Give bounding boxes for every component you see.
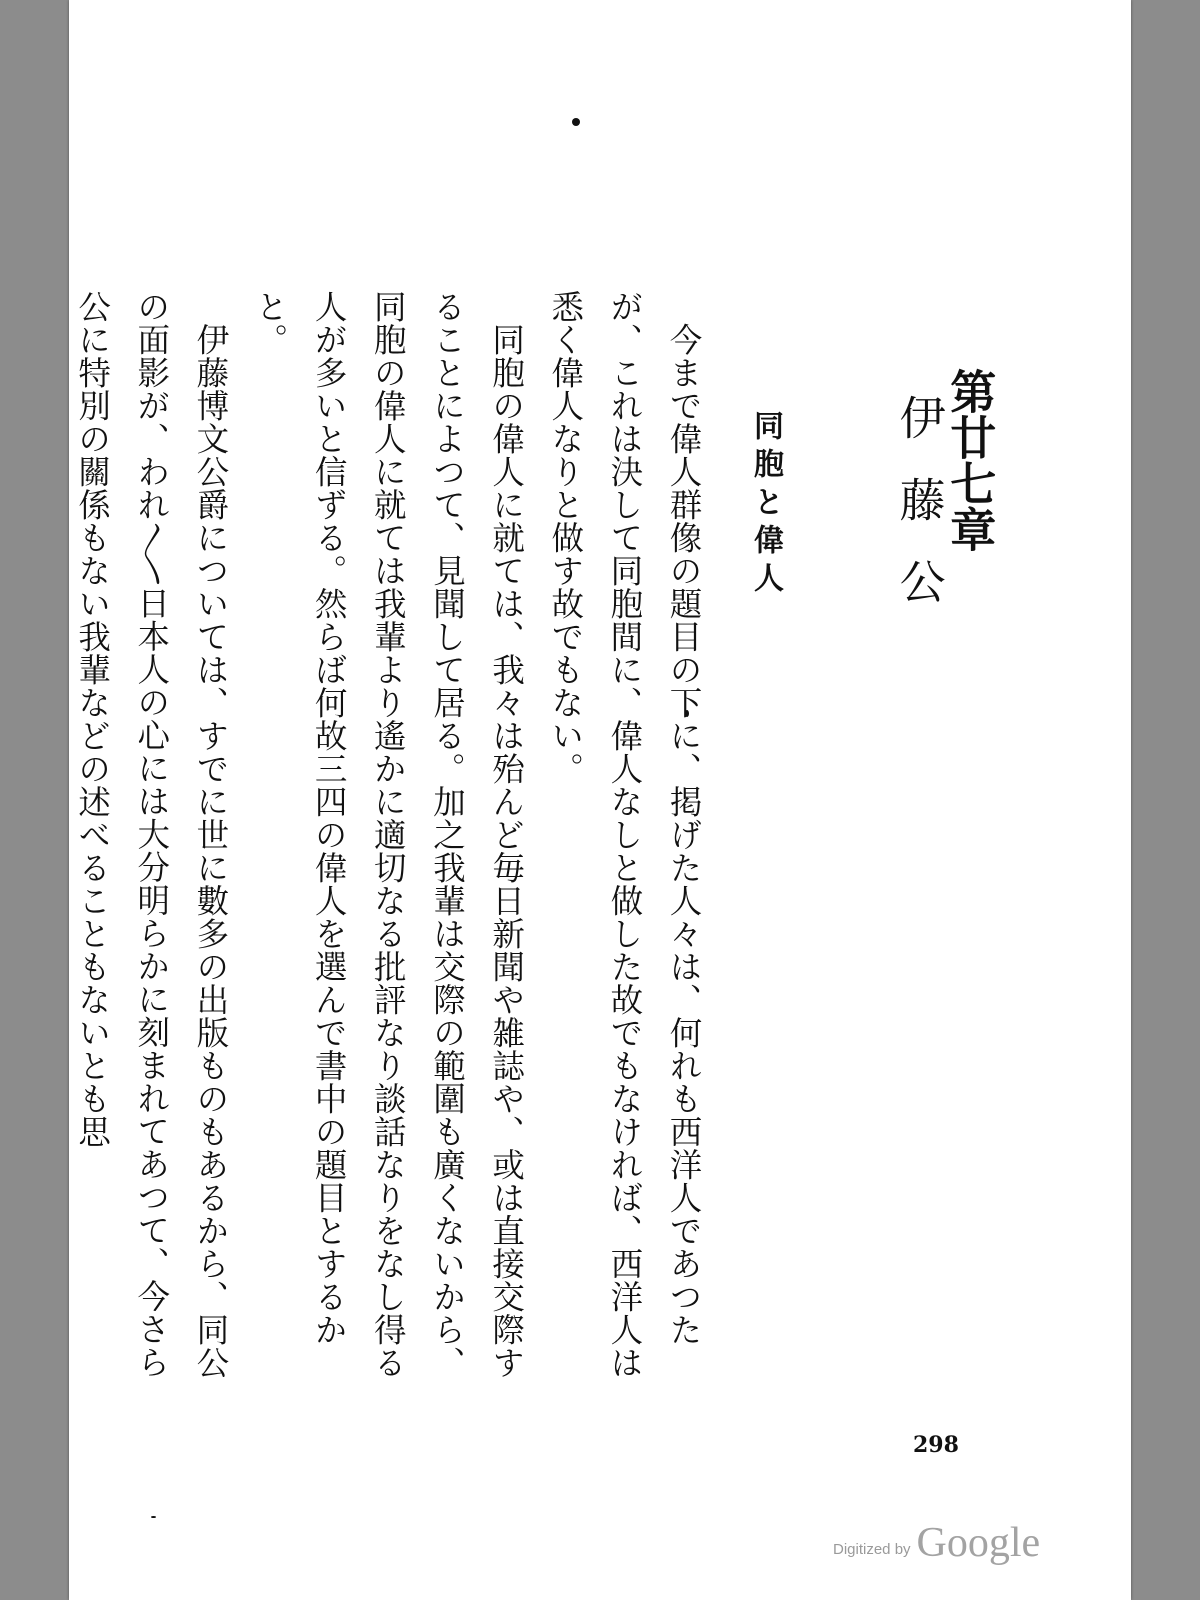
book-page <box>69 0 1131 1600</box>
chapter-name: 伊藤公 <box>892 394 947 640</box>
watermark-prefix: Digitized by <box>833 1541 911 1558</box>
chapter-heading <box>892 368 998 828</box>
body-text <box>73 290 713 1386</box>
google-logo: Google <box>916 1520 1041 1566</box>
paragraph: 今まで偉人群像の題目の下に、掲げた人々は、何れも西洋人であつたが、これは決して同胞間に、偉人なしと做した故でもなければ、西洋人は悉く偉人なりと做す故でもない。 <box>546 290 703 1379</box>
section-title: 同胞と偉人 <box>748 410 783 600</box>
ink-speck <box>572 118 580 126</box>
page-number: 298 <box>913 1432 959 1458</box>
paragraph: 伊藤博文公爵については、すでに世に數多の出版ものもあるから、同公の面影が、われ〳〵日本人の心には大分明らかに刻まれてあつて、今さら公に特別の關係もない我輩などの述べることもないとも思 <box>73 290 230 1379</box>
ink-speck <box>151 1516 156 1518</box>
chapter-number: 第廿七章 <box>943 368 998 552</box>
digitized-watermark <box>833 1522 1040 1564</box>
paragraph: 同胞の偉人に就ては、我々は殆んど毎日新聞や雑誌や、或は直接交際することによつて、見聞して居る。加之我輩は交際の範圍も廣くないから、同胞の偉人に就ては我輩より遙かに適切なる批評なり談話なりをなし得る人が多いと信ずる。然らば何故三四の偉人を選んで書中の題目とするかと。 <box>251 290 526 1379</box>
